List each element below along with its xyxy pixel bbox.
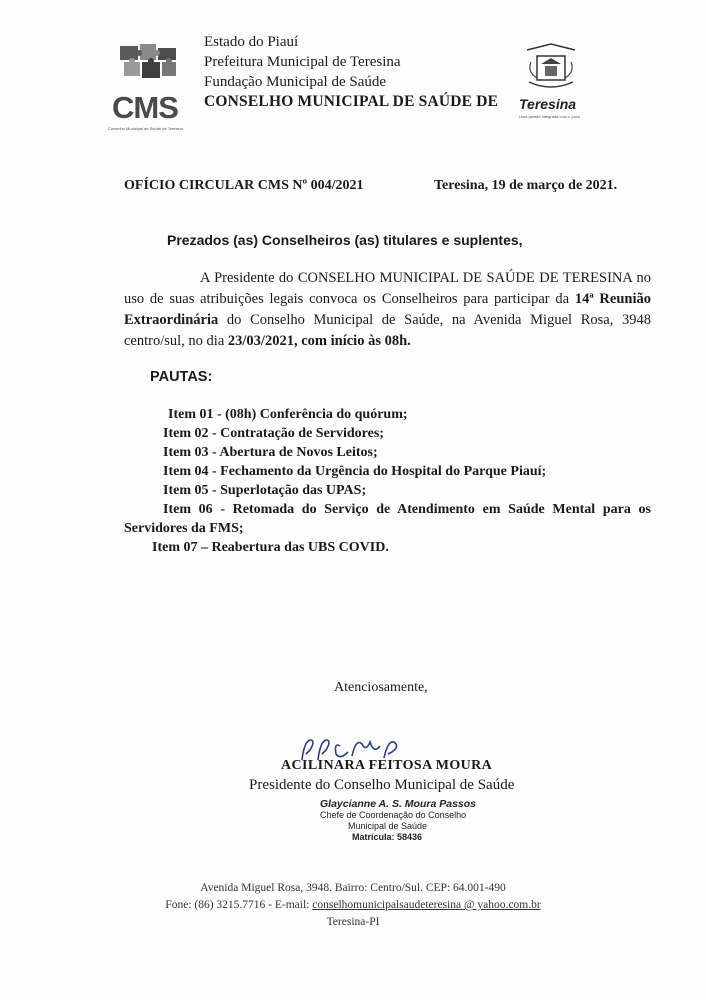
closing: Atenciosamente, — [334, 680, 428, 695]
footer-contact: Fone: (86) 3215.7716 - E-mail: conselhomunicipalsaudeteresina @ yahoo.com.br — [165, 899, 541, 911]
puzzle-icon — [118, 42, 180, 88]
header-line-conselho: CONSELHO MUNICIPAL DE SAÚDE DE — [204, 93, 499, 110]
footer — [0, 880, 706, 931]
stamp-line: Matrícula: 58436 — [352, 832, 423, 842]
teresina-logo-text: Teresina — [519, 96, 577, 112]
teresina-logo — [517, 42, 587, 130]
stamp-name: Glaycianne A. S. Moura Passos — [320, 798, 477, 810]
agenda-item: Item 01 - (08h) Conferência do quórum; — [168, 407, 408, 422]
footer-email-link[interactable]: conselhomunicipalsaudeteresina @ yahoo.com.br — [312, 899, 541, 911]
agenda-item: Item 06 - Retomada do Serviço de Atendimento em Saúde Mental para os Servidores da FMS; — [124, 502, 651, 536]
agenda-item: Item 02 - Contratação de Servidores; — [163, 426, 384, 441]
agenda-item: Item 05 - Superlotação das UPAS; — [163, 483, 367, 498]
greeting: Prezados (as) Conselheiros (as) titulares e suplentes, — [167, 232, 523, 248]
crest-icon — [523, 42, 579, 92]
body-text-1: A Presidente do CONSELHO MUNICIPAL DE SAÚDE DE TERESINA no uso de suas atribuições legais convoca os Conselheiros para participar da — [124, 270, 651, 307]
agenda-item: Item 04 - Fechamento da Urgência do Hospital do Parque Piauí; — [163, 464, 547, 479]
body-meeting-date: 23/03/2021, com início às 08h. — [227, 333, 411, 349]
footer-address: Avenida Miguel Rosa, 3948. Bairro: Centro/Sul. CEP: 64.001-490 — [200, 882, 506, 894]
oficio-number: OFÍCIO CIRCULAR CMS Nº 004/2021 — [124, 178, 364, 193]
header-line-prefeitura: Prefeitura Municipal de Teresina — [204, 54, 401, 70]
cms-logo-subtitle: Conselho Municipal de Saúde de Teresina — [108, 126, 183, 131]
signer-role: Presidente do Conselho Municipal de Saúde — [249, 777, 515, 793]
body-paragraph — [124, 268, 651, 352]
official-stamp — [320, 799, 476, 843]
agenda-item: Item 03 - Abertura de Novos Leitos; — [163, 445, 378, 460]
cms-logo-text: CMS — [112, 90, 178, 125]
agenda-list — [124, 405, 651, 557]
stamp-line: Municipal de Saúde — [348, 821, 428, 831]
body-meeting-name: 14ª Reunião Extraordinária — [124, 291, 651, 328]
stamp-line: Chefe de Coordenação do Conselho — [320, 810, 467, 820]
footer-city: Teresina-PI — [326, 916, 380, 928]
cms-logo — [108, 42, 190, 134]
header-line-state: Estado do Piauí — [204, 34, 299, 50]
pautas-label: PAUTAS: — [150, 369, 213, 385]
teresina-logo-subtitle: Uma gestão integrada com o povo — [519, 114, 581, 119]
letterhead — [204, 32, 498, 112]
signer-name: ACILINARA FEITOSA MOURA — [281, 758, 493, 773]
oficio-date: Teresina, 19 de março de 2021. — [434, 178, 618, 193]
body-text-2: do Conselho Municipal de Saúde, na Avenida Miguel Rosa, 3948 centro/sul, no dia — [124, 312, 651, 349]
header-line-fundacao: Fundação Municipal de Saúde — [204, 74, 387, 90]
agenda-item: Item 07 – Reabertura das UBS COVID. — [152, 540, 389, 555]
